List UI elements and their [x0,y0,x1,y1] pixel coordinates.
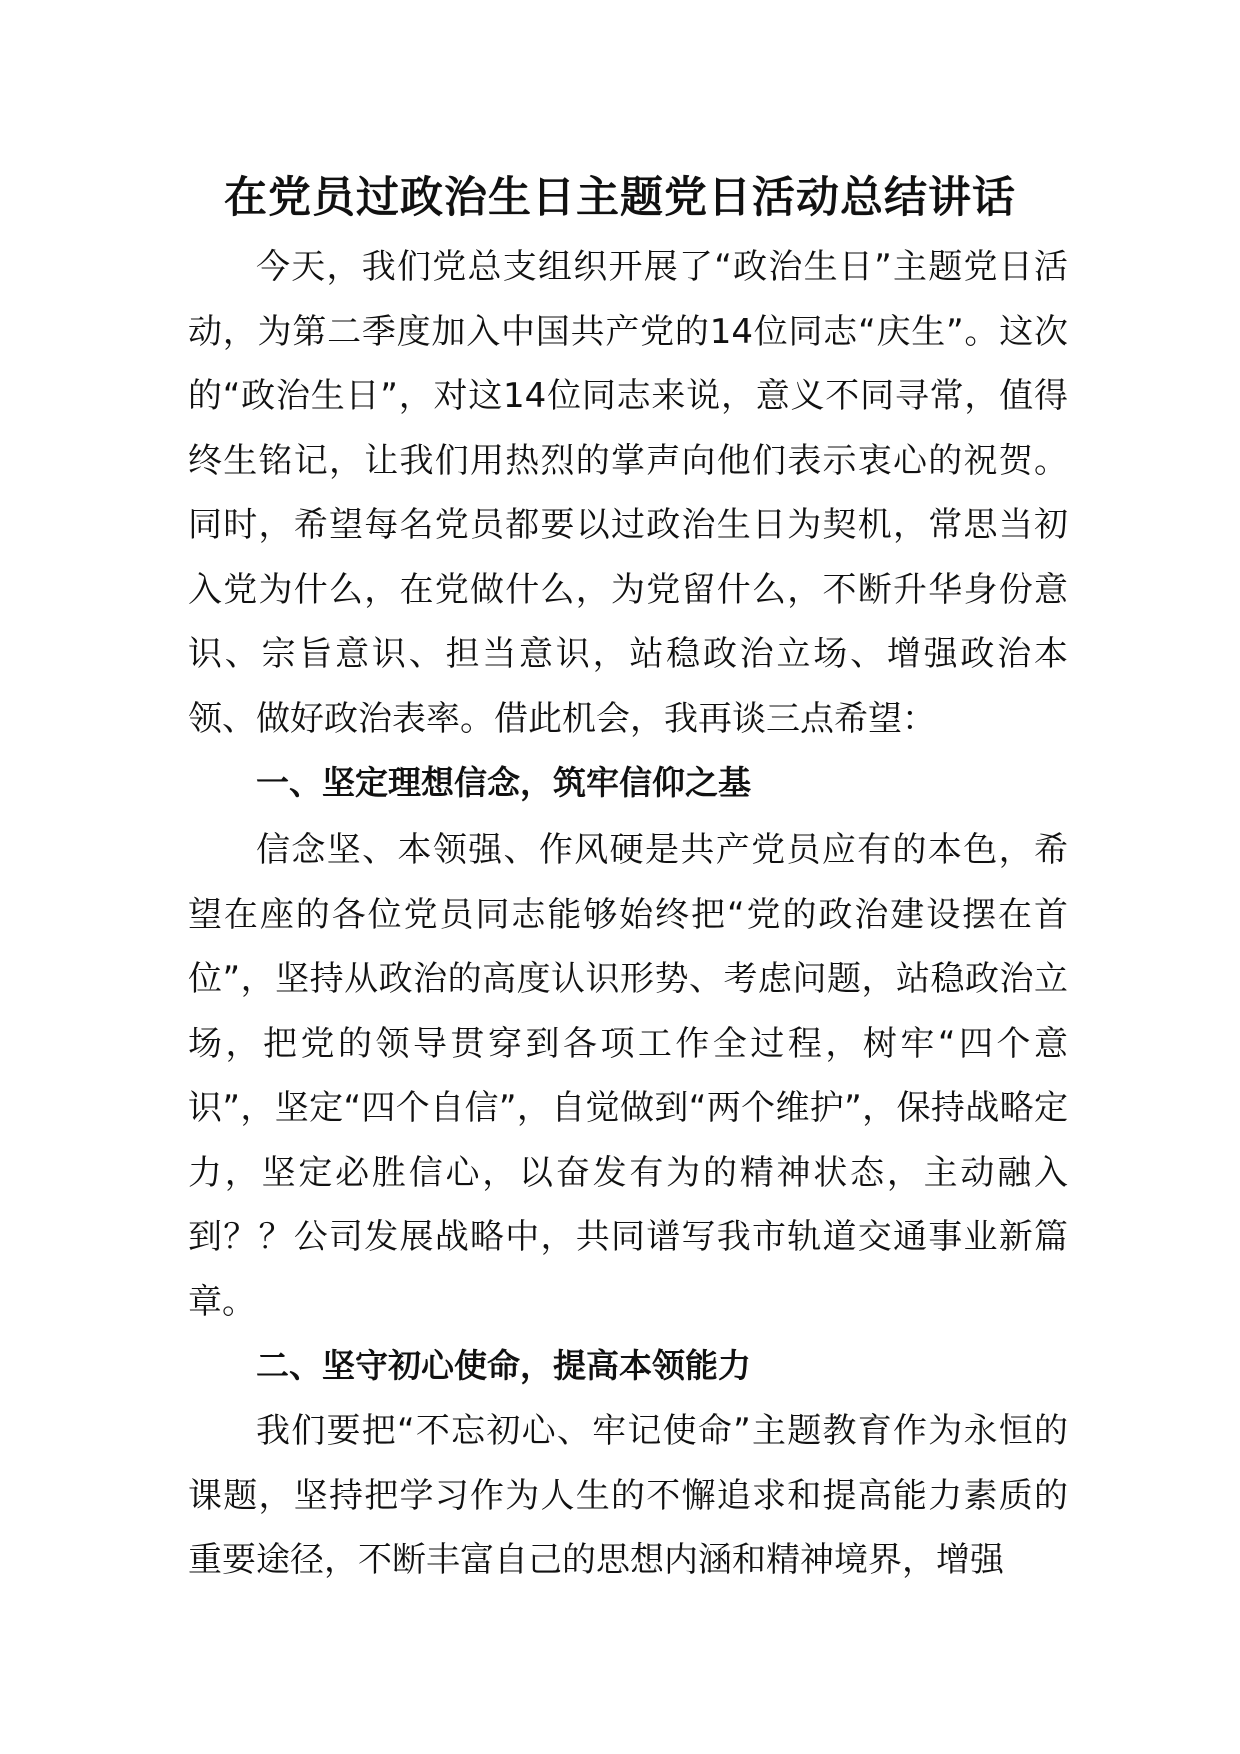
paragraph-section-1: 信念坚、本领强、作风硬是共产党员应有的本色，希望在座的各位党员同志能够始终把“党的政治建设摆在首位”，坚持从政治的高度认识形势、考虑问题，站稳政治立场，把党的领导贯穿到各项工作全过程，树牢“四个意识”，坚定“四个自信”，自觉做到“两个维护”，保持战略定力，坚定必胜信心，以奋发有为的精神状态，主动融入到？？公司发展战略中，共同谱写我市轨道交通事业新篇章。 [188,830,1068,1322]
paragraph-intro: 今天，我们党总支组织开展了“政治生日”主题党日活动，为第二季度加入中国共产党的14位同志“庆生”。这次的“政治生日”，对这14位同志来说，意义不同寻常，值得终生铭记，让我们用热烈的掌声向他们表示衷心的祝贺。同时，希望每名党员都要以过政治生日为契机，常思当初入党为什么，在党做什么，为党留什么，不断升华身份意识、宗旨意识、担当意识，站稳政治立场、增强政治本领、做好政治表率。借此机会，我再谈三点希望： [188,247,1068,739]
paragraph-section-2: 我们要把“不忘初心、牢记使命”主题教育作为永恒的课题，坚持把学习作为人生的不懈追求和提高能力素质的重要途径，不断丰富自己的思想内涵和精神境界，增强 [188,1411,1068,1580]
section-heading-2: 二、坚守初心使命，提高本领能力 [256,1346,751,1385]
section-heading-1: 一、坚定理想信念，筑牢信仰之基 [256,763,751,802]
document-title: 在党员过政治生日主题党日活动总结讲话 [224,173,1016,223]
